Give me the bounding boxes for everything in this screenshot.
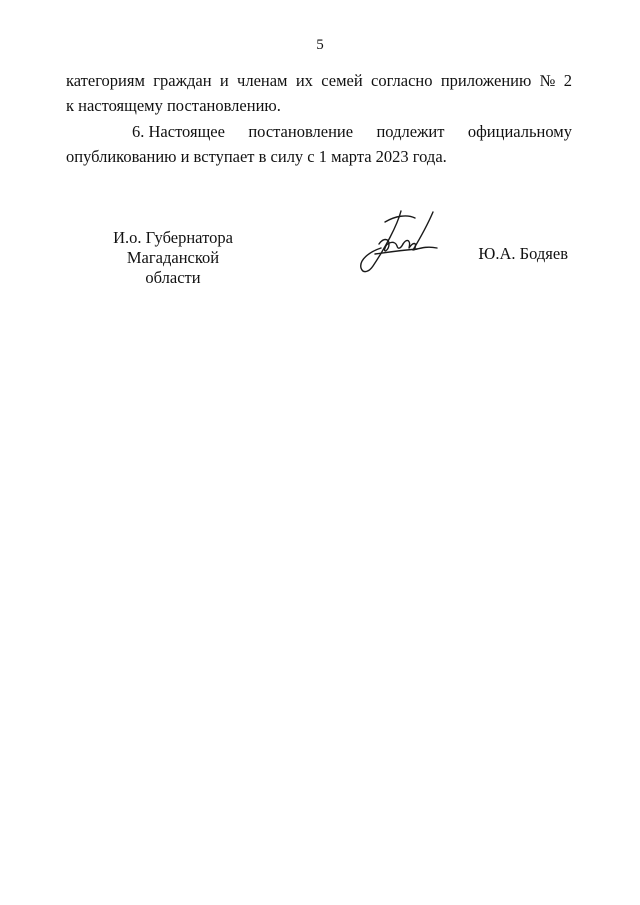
word: 2 (563, 71, 572, 90)
signatory-title-line-2: Магаданской области (126, 248, 220, 287)
word: приложению (440, 71, 532, 90)
word: 6. Настоящее (132, 122, 225, 141)
signatory-title (98, 228, 248, 288)
word: граждан (153, 71, 212, 90)
word: членам (237, 71, 288, 90)
word: согласно (371, 71, 433, 90)
word: категориям (66, 71, 145, 90)
signatory-name: Ю.А. Бодяев (478, 244, 568, 263)
paragraph-continuation-line-1 (66, 71, 572, 91)
word: официальному (467, 122, 572, 141)
word: и (219, 71, 229, 90)
word: их (295, 71, 313, 90)
paragraph-6-line-1 (132, 122, 572, 142)
paragraph-continuation-line-2: к настоящему постановлению. (66, 96, 281, 115)
word: подлежит (376, 122, 445, 141)
page-number: 5 (316, 37, 324, 53)
word: № (539, 71, 556, 90)
word: семей (321, 71, 363, 90)
handwritten-signature (355, 208, 445, 278)
signatory-title-line-1: И.о. Губернатора (113, 228, 233, 247)
word: постановление (248, 122, 354, 141)
paragraph-6-line-2: опубликованию и вступает в силу с 1 марта 2023 года. (66, 147, 447, 166)
